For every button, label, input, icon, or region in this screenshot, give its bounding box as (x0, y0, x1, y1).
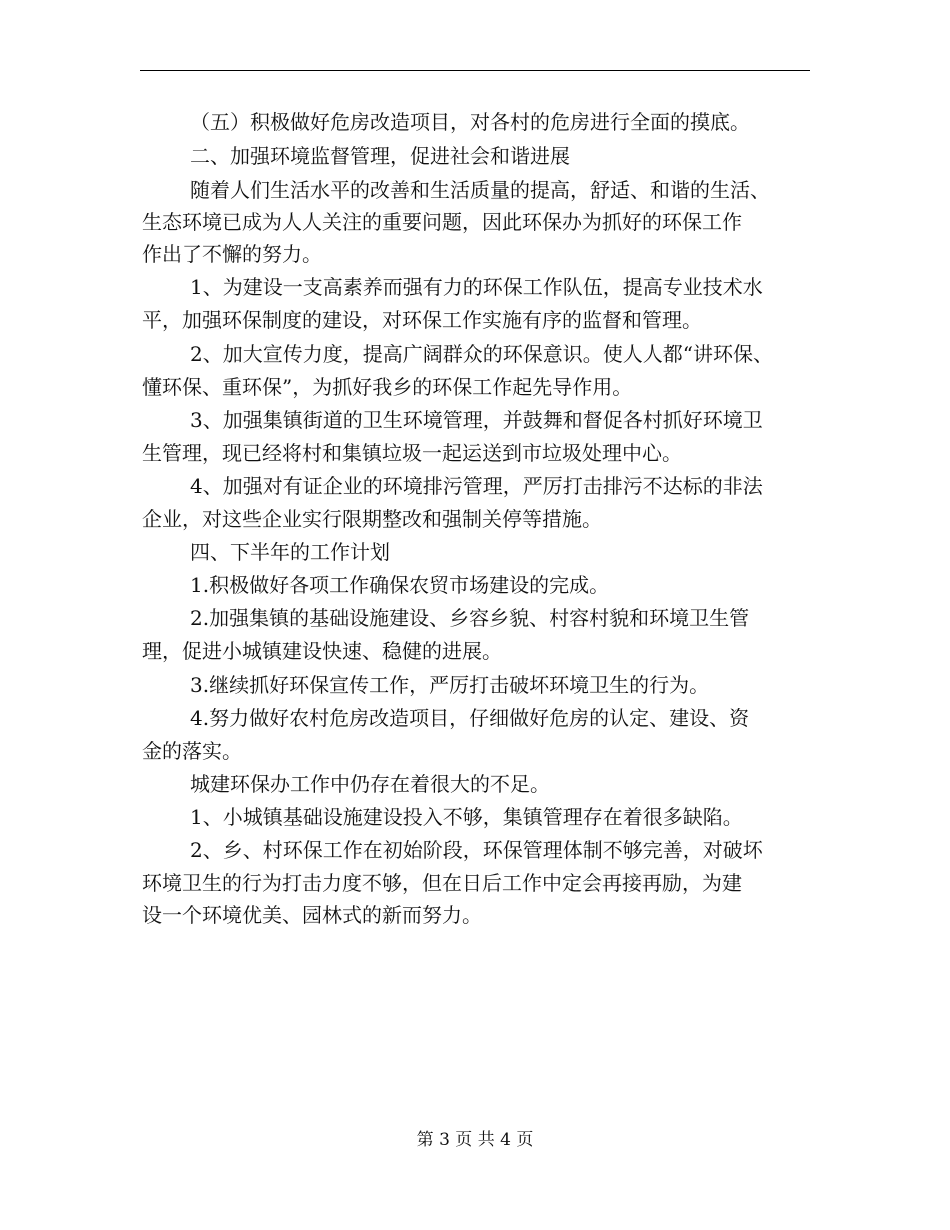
paragraph-line: 4.努力做好农村危房改造项目，仔细做好危房的认定、建设、资 (190, 706, 750, 730)
paragraph-line: 1.积极做好各项工作确保农贸市场建设的完成。 (190, 573, 610, 597)
paragraph-line: 金的落实。 (142, 739, 242, 763)
paragraph-line: 随着人们生活水平的改善和生活质量的提高，舒适、和谐的生活、 (190, 178, 770, 202)
header-rule (140, 70, 810, 71)
section-heading: 四、下半年的工作计划 (190, 540, 390, 564)
paragraph-line: 1、为建设一支高素养而强有力的环保工作队伍，提高专业技术水 (190, 275, 763, 299)
paragraph-line: 环境卫生的行为打击力度不够，但在日后工作中定会再接再励，为建 (142, 871, 742, 895)
paragraph-line: 2.加强集镇的基础设施建设、乡容乡貌、村容村貌和环境卫生管 (190, 606, 750, 630)
paragraph-line: 理，促进小城镇建设快速、稳健的进展。 (142, 639, 502, 663)
paragraph-line: 生管理，现已经将村和集镇垃圾一起运送到市垃圾处理中心。 (142, 441, 682, 465)
paragraph-line: 1、小城镇基础设施建设投入不够，集镇管理存在着很多缺陷。 (190, 805, 743, 829)
paragraph-line: 作出了不懈的努力。 (142, 242, 322, 266)
paragraph-line: 2、乡、村环保工作在初始阶段，环保管理体制不够完善，对破坏 (190, 838, 763, 862)
paragraph-line: 城建环保办工作中仍存在着很大的不足。 (190, 772, 550, 796)
paragraph-line: 2、加大宣传力度，提高广阔群众的环保意识。使人人都“讲环保、 (190, 342, 773, 366)
section-heading: 二、加强环境监督管理，促进社会和谐进展 (190, 144, 570, 168)
paragraph-line: 生态环境已成为人人关注的重要问题，因此环保办为抓好的环保工作 (142, 210, 742, 234)
paragraph-line: 设一个环境优美、园林式的新而努力。 (142, 903, 482, 927)
paragraph-line: 3、加强集镇街道的卫生环境管理，并鼓舞和督促各村抓好环境卫 (190, 408, 763, 432)
paragraph-line: 懂环保、重环保”，为抓好我乡的环保工作起先导作用。 (142, 375, 633, 399)
paragraph-line: （五）积极做好危房改造项目，对各村的危房进行全面的摸底。 (190, 110, 750, 134)
paragraph-line: 企业，对这些企业实行限期整改和强制关停等措施。 (142, 507, 602, 531)
paragraph-line: 4、加强对有证企业的环境排污管理，严厉打击排污不达标的非法 (190, 474, 763, 498)
paragraph-line: 平，加强环保制度的建设，对环保工作实施有序的监督和管理。 (142, 308, 702, 332)
page-number: 第 3 页 共 4 页 (416, 1130, 534, 1150)
paragraph-line: 3.继续抓好环保宣传工作，严厉打击破坏环境卫生的行为。 (190, 673, 710, 697)
